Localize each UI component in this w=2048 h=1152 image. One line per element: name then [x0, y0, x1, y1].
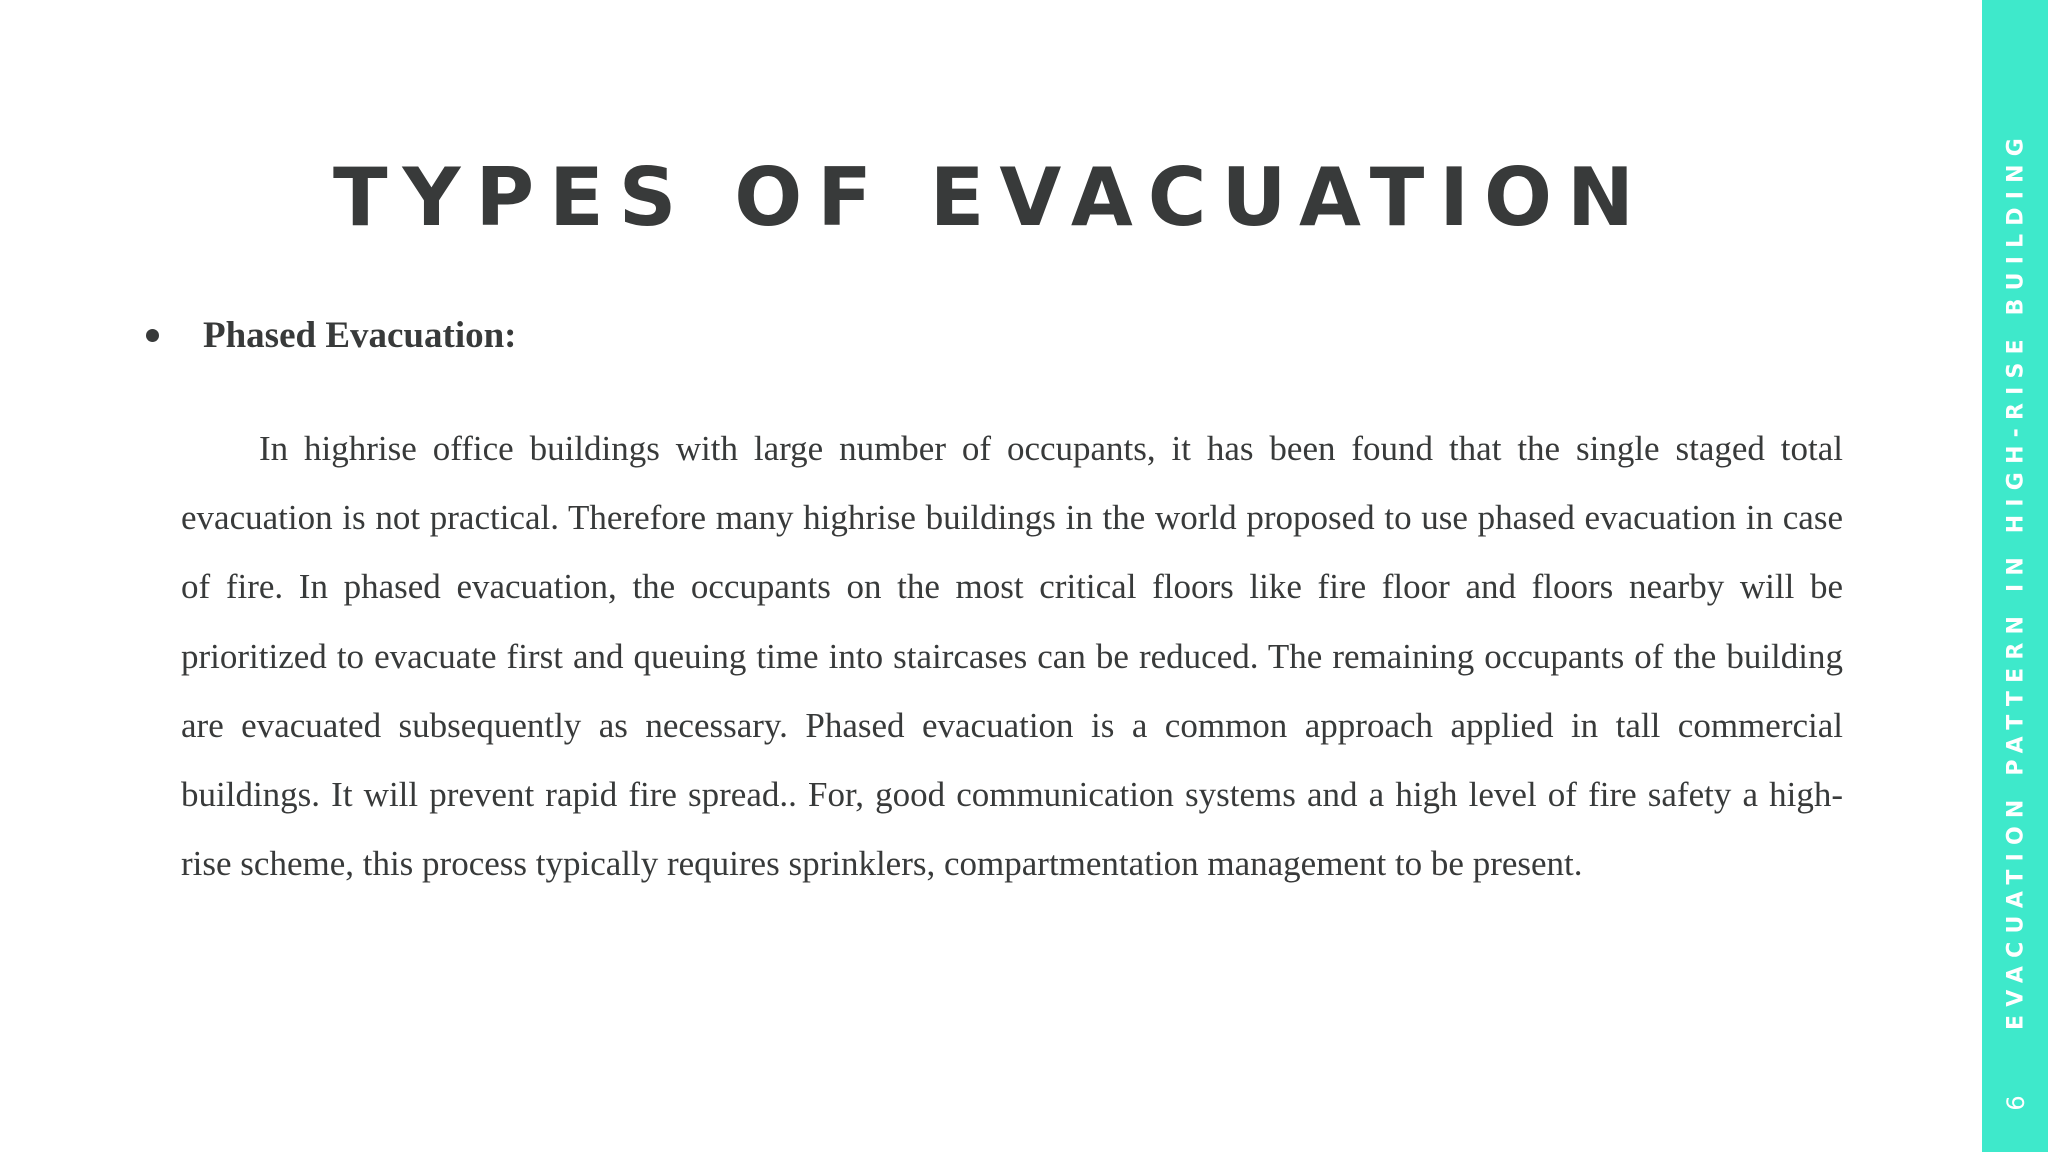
bullet-heading: Phased Evacuation:: [203, 314, 517, 356]
page-number: 6: [2002, 1095, 2030, 1111]
body-paragraph: In highrise office buildings with large number of occupants, it has been found that the single staged total evacuation is not practical. Therefore many highrise buildings in the world proposed to use phased evacuation in case of fire. In phased evacuation, the occupants on the most critical floors like fire floor and floors nearby will be prioritized to evacuate first and queuing time into staircases can be reduced. The remaining occupants of the building are evacuated subsequently as necessary. Phased evacuation is a common approach applied in tall commercial buildings. It will prevent rapid fire spread.. For, good communication systems and a high level of fire safety a high-rise scheme, this process typically requires sprinklers, compartmentation management to be present.: [181, 429, 1843, 884]
bullet-dot-icon: [146, 329, 159, 342]
sidebar-vertical-title: EVACUATION PATTERN IN HIGH-RISE BUILDING: [2003, 129, 2029, 1031]
bullet-item: [140, 310, 517, 360]
slide-title: TYPES OF EVACUATION: [332, 151, 1649, 244]
